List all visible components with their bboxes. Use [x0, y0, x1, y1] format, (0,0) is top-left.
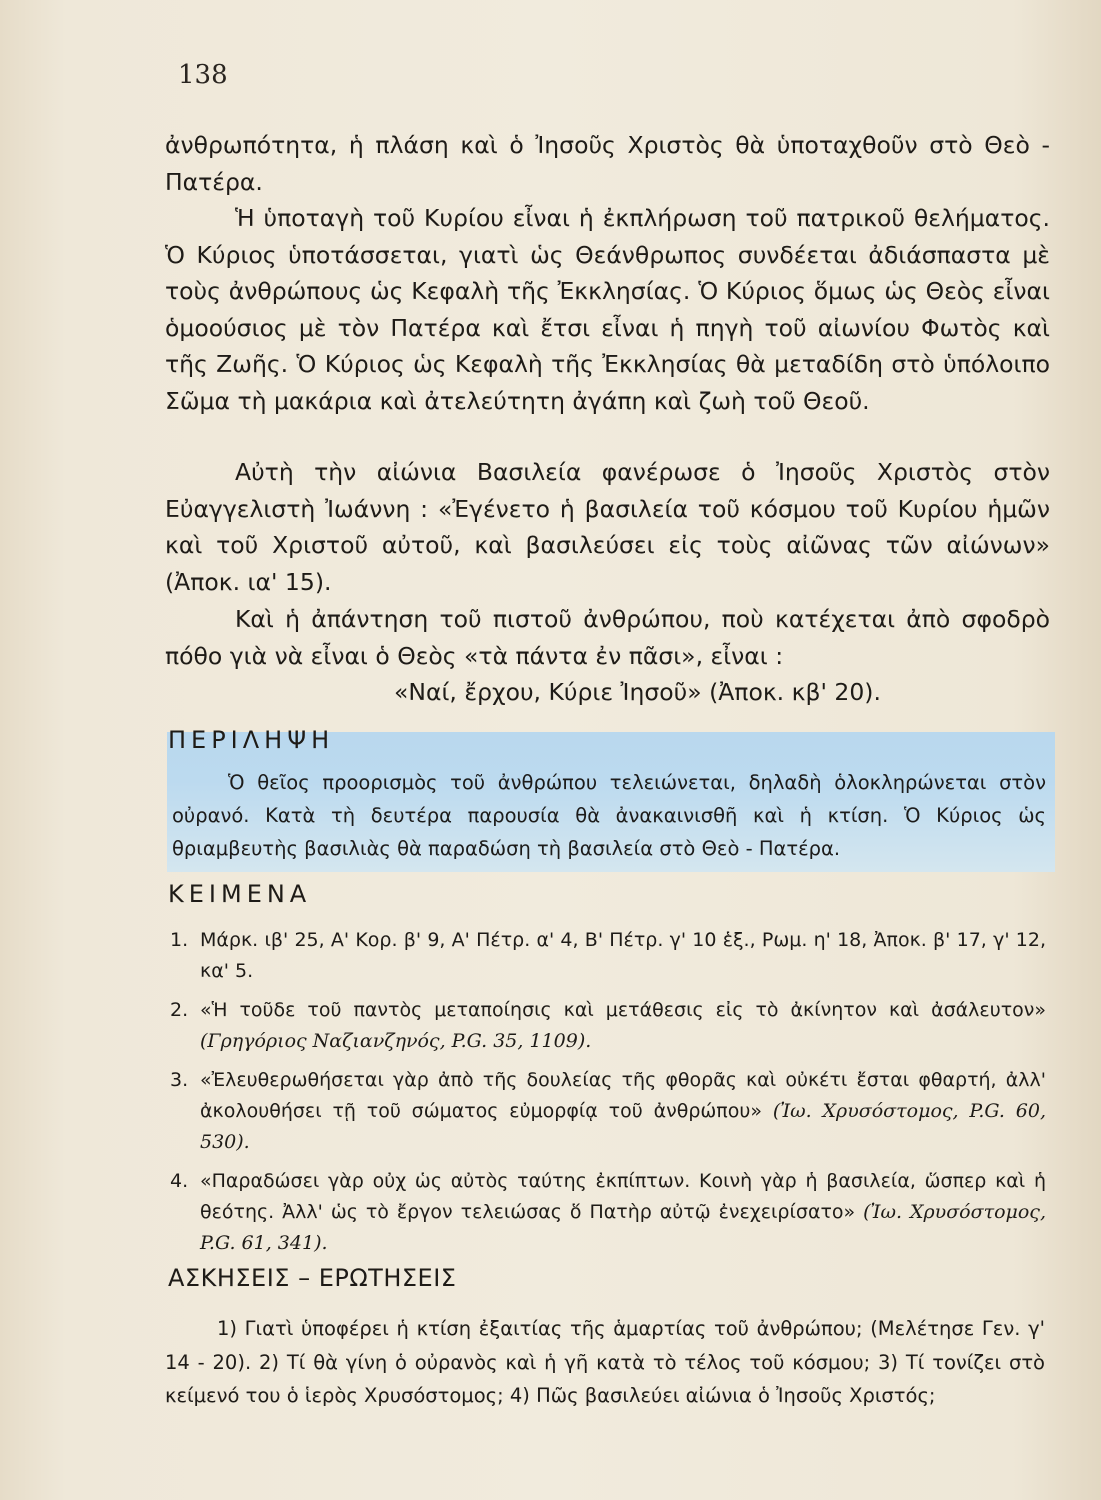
- reference-number: 4.: [170, 1170, 189, 1192]
- closing-quote: «Ναί, ἔρχου, Κύριε Ἰησοῦ» (Ἀποκ. κβ' 20).: [394, 678, 881, 706]
- paragraph-1: ἀνθρωπότητα, ἡ πλάση καὶ ὁ Ἰησοῦς Χριστὸς θὰ ὑποταχθοῦν στὸ Θεὸ - Πατέρα.: [165, 131, 1050, 196]
- reference-number: 3.: [170, 1069, 189, 1091]
- reference-citation: (Γρηγόριος Ναζιανζηνός, P.G. 35, 1109).: [200, 1030, 592, 1052]
- paragraph-2: Ἡ ὑποταγὴ τοῦ Κυρίου εἶναι ἡ ἐκπλήρωση τοῦ πατρικοῦ θελήματος. Ὁ Κύριος ὑποτάσσεται, γιατὶ ὡς Θεάνθρωπος συνδέεται ἀδιάσπαστα μὲ τοὺς ἀνθρώπους ὡς Κεφαλὴ τῆς Ἐκκλησίας. Ὁ Κύριος ὅμως ὡς Θεὸς εἶναι ὁμοούσιος μὲ τὸν Πατέρα καὶ ἔτσι εἶναι ἡ πηγὴ τοῦ αἰωνίου Φωτὸς καὶ τῆς Ζωῆς. Ὁ Κύριος ὡς Κεφαλὴ τῆς Ἐκκλησίας θὰ μεταδίδη στὸ ὑπόλοιπο Σῶμα τὴ μακάρια καὶ ἀτελεύτητη ἀγάπη καὶ ζωὴ τοῦ Θεοῦ.: [165, 204, 1050, 415]
- reference-citation: (Ἰω. Χρυσόστομος, P.G. 61, 341).: [200, 1201, 1046, 1254]
- summary-text: Ὁ θεῖος προορισμὸς τοῦ ἀνθρώπου τελειώνεται, δηλαδὴ ὁλοκληρώνεται στὸν οὐρανό. Κατὰ τὴ δευτέρα παρουσία θὰ ἀνακαινισθῆ καὶ ἡ κτίση. Ὁ Κύριος ὡς θριαμβευτὴς βασιλιὰς θὰ παραδώση τὴ βασιλεία στὸ Θεὸ - Πατέρα.: [172, 771, 1046, 860]
- reference-text: «Ἡ τοῦδε τοῦ παντὸς μεταποίησις καὶ μετάθεσις εἰς τὸ ἀκίνητον καὶ ἀσάλευτον»: [200, 999, 1046, 1021]
- reference-number: 1.: [170, 929, 189, 951]
- reference-number: 2.: [170, 999, 189, 1021]
- reference-item: [170, 925, 1046, 987]
- paragraph-3: Αὐτὴ τὴν αἰώνια Βασιλεία φανέρωσε ὁ Ἰησοῦς Χριστὸς στὸν Εὐαγγελιστὴ Ἰωάννη : «Ἐγένετο ἡ βασιλεία τοῦ κόσμου τοῦ Κυρίου ἡμῶν καὶ τοῦ Χριστοῦ αὐτοῦ, καὶ βασιλεύσει εἰς τοὺς αἰῶνας τῶν αἰώνων» (Ἀποκ. ια' 15).: [165, 458, 1050, 596]
- reference-citation: (Ἰω. Χρυσόστομος, P.G. 60, 530).: [200, 1100, 1046, 1153]
- reference-text: «Παραδώσει γὰρ οὐχ ὡς αὐτὸς ταύτης ἐκπίπτων. Κοινὴ γὰρ ἡ βασιλεία, ὥσπερ καὶ ἡ θεότης. Ἀλλ' ὡς τὸ ἔργον τελειώσας ὅ Πατὴρ αὐτῷ ἐνεχειρίσατο»: [200, 1170, 1046, 1223]
- reference-text: Μάρκ. ιβ' 25, Α' Κορ. β' 9, Α' Πέτρ. α' 4, Β' Πέτρ. γ' 10 ἑξ., Ρωμ. η' 18, Ἀποκ. β' 17, γ' 12, κα' 5.: [200, 929, 1046, 982]
- exercises-text: 1) Γιατὶ ὑποφέρει ἡ κτίση ἐξαιτίας τῆς ἁμαρτίας τοῦ ἀνθρώπου; (Μελέτησε Γεν. γ' 14 - 20). 2) Τί θὰ γίνη ὁ οὐρανὸς καὶ ἡ γῆ κατὰ τὸ τέλος τοῦ κόσμου; 3) Τί τονίζει στὸ κείμενό του ὁ ἱερὸς Χρυσόστομος; 4) Πῶς βασιλεύει αἰώνια ὁ Ἰησοῦς Χριστός;: [165, 1317, 1045, 1407]
- references-list: [170, 925, 1046, 1267]
- texts-heading: ΚΕΙΜΕΝΑ: [168, 880, 312, 908]
- exercises-heading: ΑΣΚΗΣΕΙΣ – ΕΡΩΤΗΣΕΙΣ: [168, 1264, 457, 1292]
- reference-item: [170, 995, 1046, 1057]
- paragraph-4: Καὶ ἡ ἀπάντηση τοῦ πιστοῦ ἀνθρώπου, ποὺ κατέχεται ἀπὸ σφοδρὸ πόθο γιὰ νὰ εἶναι ὁ Θεὸς «τὰ πάντα ἐν πᾶσι», εἶναι :: [165, 605, 1050, 670]
- reference-item: [170, 1065, 1046, 1158]
- page-number: 138: [178, 60, 228, 90]
- reference-item: [170, 1166, 1046, 1259]
- reference-text: «Ἐλευθερωθήσεται γὰρ ἀπὸ τῆς δουλείας τῆς φθορᾶς καὶ οὐκέτι ἔσται φθαρτή, ἀλλ' ἀκολουθήσει τῇ τοῦ σώματος εὐμορφίᾳ τοῦ ἀνθρώπου»: [200, 1069, 1046, 1122]
- summary-heading: ΠΕΡΙΛΗΨΗ: [168, 726, 335, 754]
